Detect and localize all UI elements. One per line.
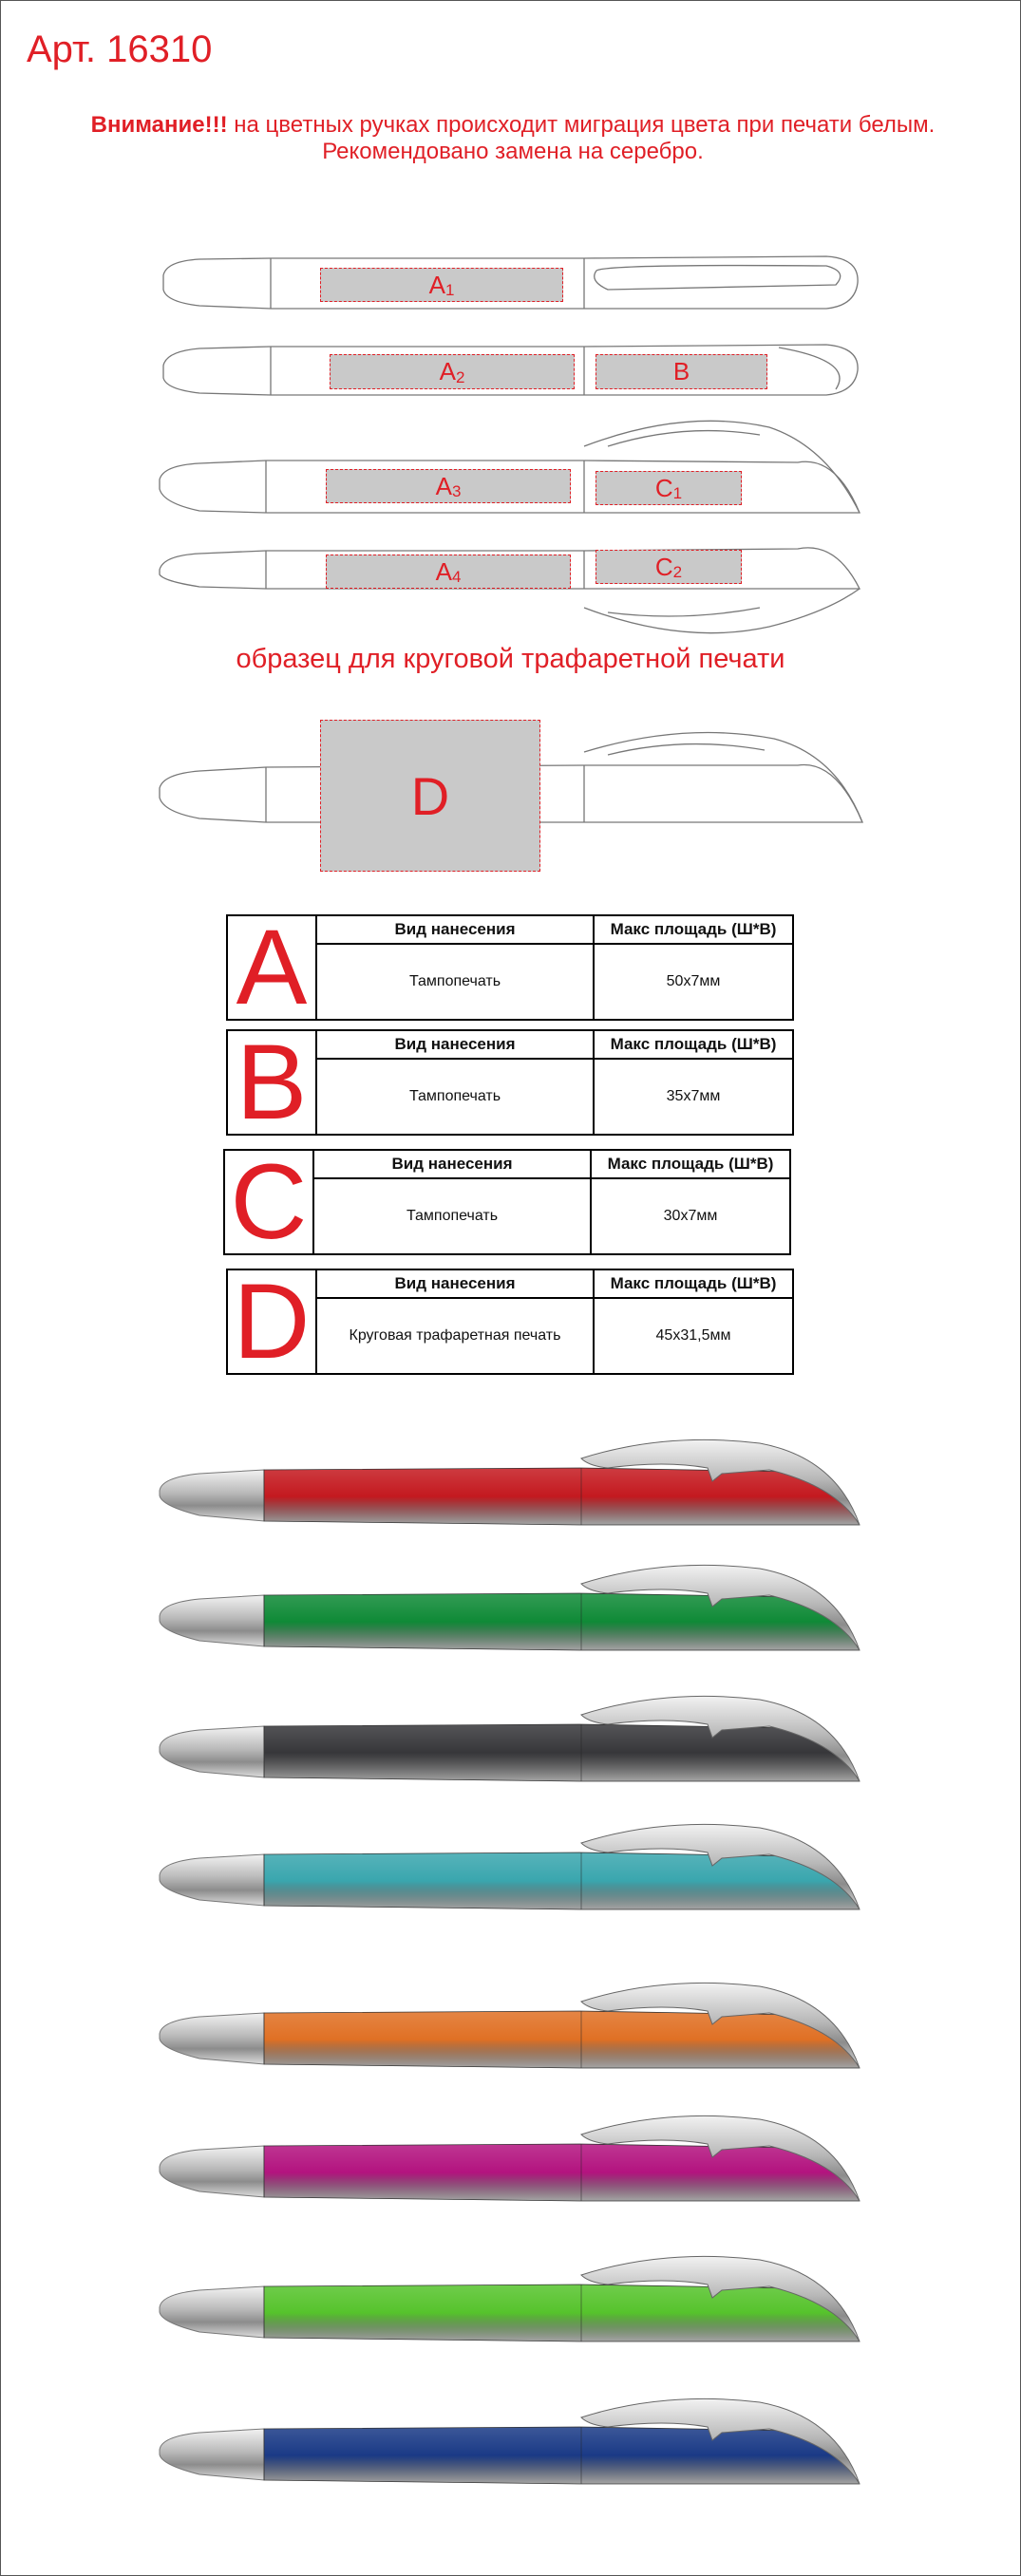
pen-6 [160, 2115, 860, 2201]
zone-c1: C $_1$ [596, 471, 742, 505]
spec-col2-header: Макс площадь (Ш*В) [610, 1274, 777, 1292]
spec-letter: C [225, 1151, 314, 1253]
pen-2 [160, 1565, 860, 1650]
pen-3 [160, 1696, 860, 1781]
spec-table-a [226, 908, 794, 1026]
spec-table-d [226, 1262, 794, 1381]
pen-8 [160, 2398, 860, 2484]
circular-print-title: образец для круговой трафаретной печати [236, 644, 785, 674]
warning-line2: Рекомендовано замена на серебро. [322, 139, 704, 164]
spec-method: Тампопечать [408, 973, 501, 989]
spec-col2-header: Макс площадь (Ш*В) [610, 1035, 777, 1053]
zone-c2: C $_2$ [596, 550, 742, 584]
spec-method: Круговая трафаретная печать [349, 1327, 561, 1344]
colored-pens [160, 1439, 860, 2484]
pen-1 [160, 1439, 860, 1525]
spec-method: Тампопечать [406, 1208, 499, 1224]
spec-col1-header: Вид нанесения [394, 1274, 516, 1292]
spec-col1-header: Вид нанесения [391, 1155, 513, 1173]
spec-area: 50x7мм [666, 973, 721, 989]
pen-5 [160, 1983, 860, 2068]
zone-d: D [320, 720, 540, 872]
spec-col1-header: Вид нанесения [394, 1035, 516, 1053]
spec-col1-header: Вид нанесения [394, 920, 516, 938]
spec-method: Тампопечать [408, 1088, 501, 1104]
spec-letter: A [228, 916, 317, 1019]
spec-area: 45x31,5мм [655, 1327, 731, 1344]
zone-a2: A $_2$ [330, 354, 575, 389]
spec-table-b [226, 1023, 794, 1141]
zone-b: B [596, 354, 767, 389]
article-title: Арт. 16310 [27, 28, 213, 70]
pen-7 [160, 2256, 860, 2341]
pen-4 [160, 1824, 860, 1909]
zone-a3: A $_3$ [326, 469, 571, 503]
spec-col2-header: Макс площадь (Ш*В) [610, 920, 777, 938]
spec-table-c [223, 1142, 791, 1261]
zone-a1: A $_1$ [320, 268, 563, 302]
warning-line1: на цветных ручках происходит миграция цвета при печати белым. [227, 112, 936, 138]
spec-area: 30x7мм [663, 1208, 718, 1224]
spec-col2-header: Макс площадь (Ш*В) [607, 1155, 774, 1173]
zone-a4: A $_4$ [326, 555, 571, 589]
warning-strong: Внимание!!! [90, 112, 228, 138]
spec-letter: B [228, 1031, 317, 1134]
spec-area: 35x7мм [666, 1088, 721, 1104]
spec-letter: D [228, 1270, 317, 1373]
